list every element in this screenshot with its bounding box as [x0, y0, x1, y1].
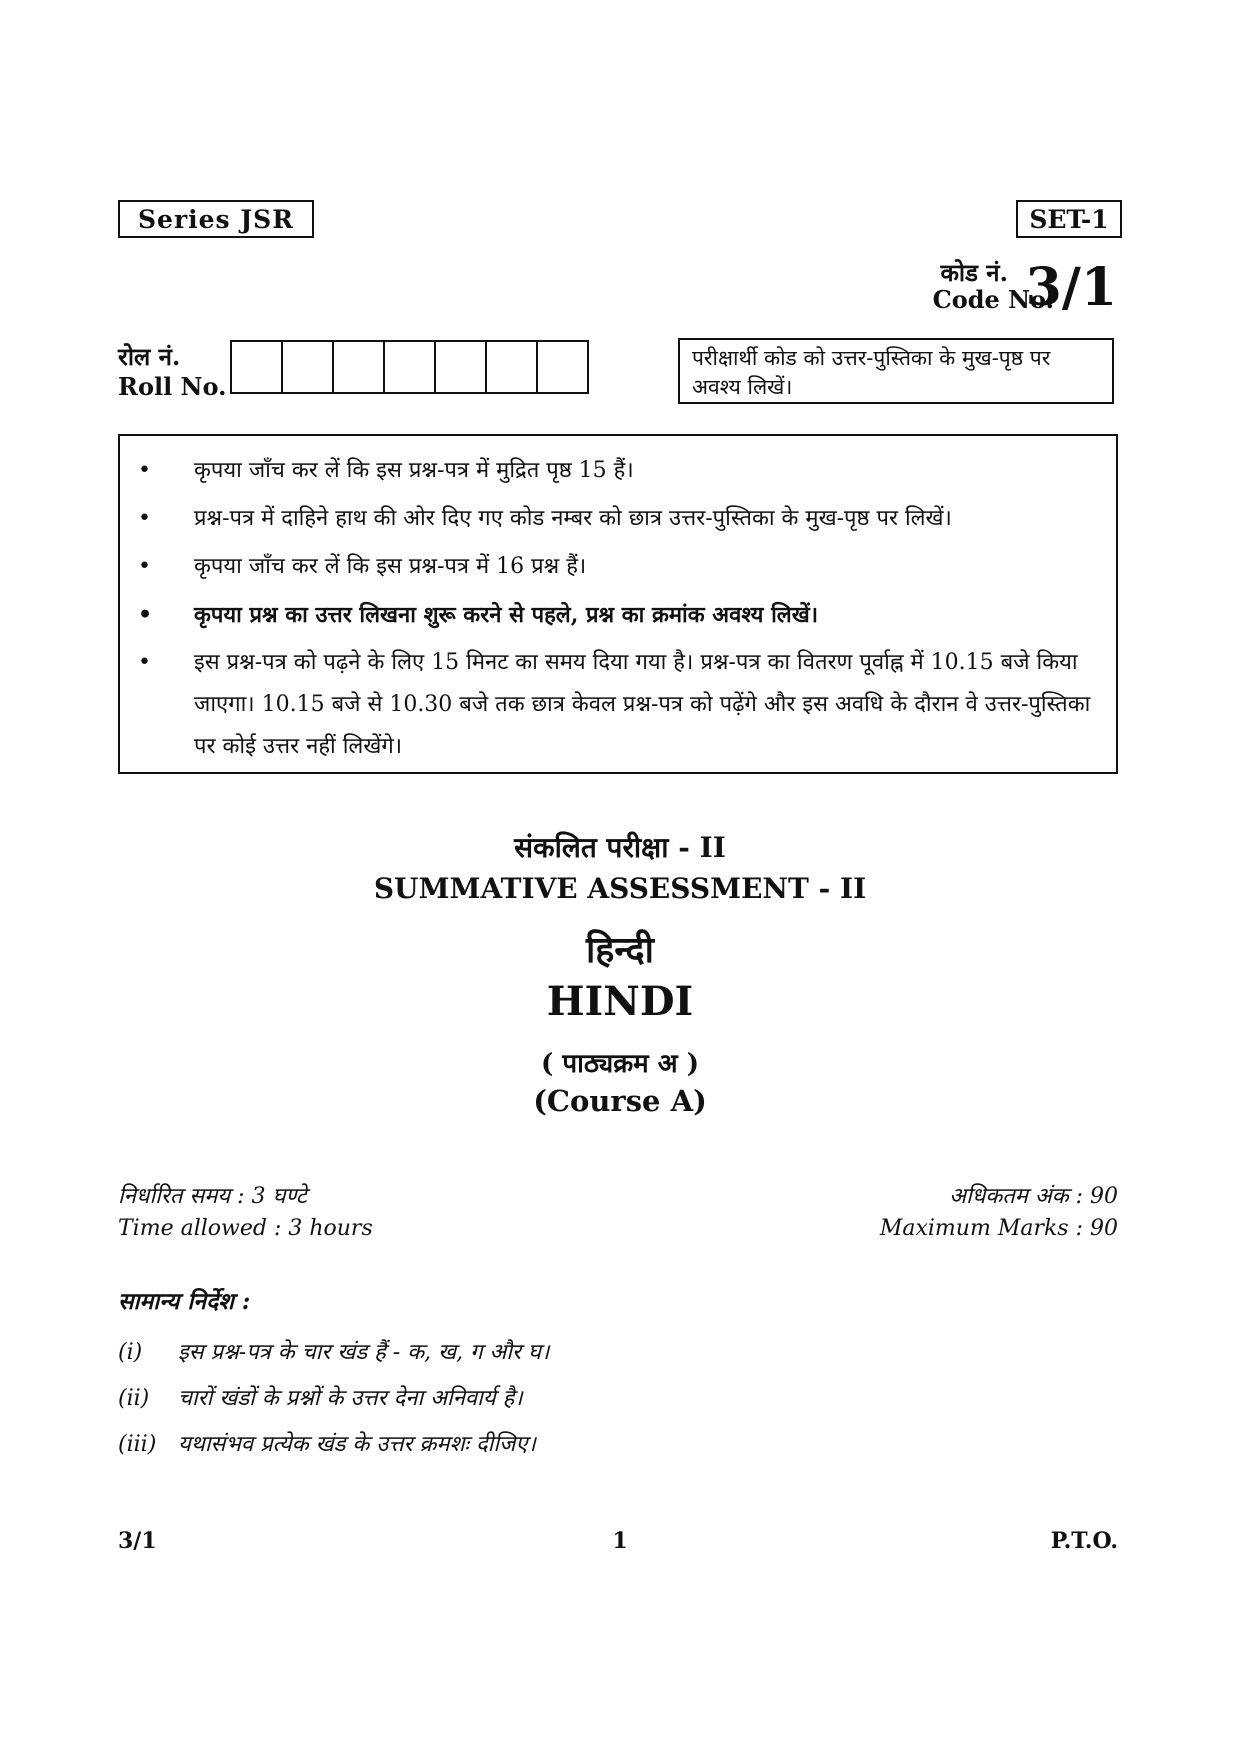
instruction-text: इस प्रश्न-पत्र को पढ़ने के लिए 15 मिनट का समय दिया गया है। प्रश्न-पत्र का वितरण पूर्वाह्न में 10.15 बजे किया जाएगा। 10.15 बजे से 10.30 बजे तक छात्र केवल प्रश्न-पत्र को पढ़ेंगे और इस अवधि के दौरान वे उत्तर-पुस्तिका पर कोई उत्तर नहीं लिखेंगे।: [194, 650, 1091, 759]
instruction-text: कृपया प्रश्न का उत्तर लिखना शुरू करने से पहले, प्रश्न का क्रमांक अवश्य लिखें।: [194, 602, 819, 628]
roll-label-hindi: रोल नं.: [118, 342, 181, 371]
subject-hindi: हिन्दी: [585, 929, 654, 971]
time-allowed-english: Time allowed : 3 hours: [118, 1216, 373, 1241]
roll-number-boxes[interactable]: [230, 340, 589, 394]
general-instruction-item: [118, 1336, 549, 1366]
code-number: 3/1: [1025, 257, 1117, 318]
max-marks-hindi: अधिकतम अंक : 90: [949, 1184, 1118, 1209]
instruction-item: [120, 450, 1106, 492]
instructions-box: [118, 434, 1118, 774]
instruction-text: कृपया जाँच कर लें कि इस प्रश्न-पत्र में मुद्रित पृष्ठ 15 हैं।: [194, 458, 634, 483]
bullet-icon: •: [138, 458, 151, 483]
roll-digit-box[interactable]: [283, 342, 334, 392]
roll-digit-box[interactable]: [487, 342, 538, 392]
general-instruction-item: [118, 1428, 536, 1458]
instruction-text: कृपया जाँच कर लें कि इस प्रश्न-पत्र में 16 प्रश्न हैं।: [194, 554, 587, 579]
item-number: (i): [118, 1340, 143, 1365]
exam-title-hindi: संकलित परीक्षा - II: [514, 831, 726, 864]
general-instructions-heading: सामान्य निर्देश :: [118, 1288, 251, 1315]
roll-digit-box[interactable]: [232, 342, 283, 392]
item-text: इस प्रश्न-पत्र के चार खंड हैं - क, ख, ग और घ।: [178, 1340, 550, 1365]
instruction-item: [120, 546, 1106, 588]
course-english: (Course A): [533, 1084, 707, 1118]
item-number: (ii): [118, 1386, 150, 1411]
candidate-note: परीक्षार्थी कोड को उत्तर-पुस्तिका के मुख-पृष्ठ पर अवश्य लिखें।: [678, 338, 1114, 404]
bullet-icon: •: [138, 506, 151, 531]
exam-title-english: SUMMATIVE ASSESSMENT - II: [373, 872, 867, 905]
set-label: SET-1: [1016, 200, 1122, 238]
roll-digit-box[interactable]: [334, 342, 385, 392]
item-number: (iii): [118, 1432, 157, 1457]
instruction-item: [120, 642, 1106, 768]
instruction-item: [120, 594, 1106, 636]
item-text: चारों खंडों के प्रश्नों के उत्तर देना अनिवार्य है।: [178, 1386, 523, 1411]
instruction-text: प्रश्न-पत्र में दाहिने हाथ की ओर दिए गए कोड नम्बर को छात्र उत्तर-पुस्तिका के मुख-पृष्ठ पर लिखें।: [194, 506, 952, 531]
pto-label: P.T.O.: [1050, 1528, 1118, 1554]
time-allowed-hindi: निर्धारित समय : 3 घण्टे: [118, 1184, 307, 1209]
code-label-english: Code No.: [932, 285, 1054, 314]
roll-digit-box[interactable]: [385, 342, 436, 392]
general-instruction-item: [118, 1382, 523, 1412]
course-hindi: ( पाठ्यक्रम अ ): [541, 1049, 699, 1079]
max-marks-english: Maximum Marks : 90: [879, 1216, 1118, 1241]
page-number: 1: [612, 1528, 628, 1554]
footer-code: 3/1: [118, 1528, 157, 1554]
series-label: Series JSR: [118, 200, 314, 238]
roll-digit-box[interactable]: [538, 342, 589, 392]
roll-label-english: Roll No.: [118, 372, 227, 401]
item-text: यथासंभव प्रत्येक खंड के उत्तर क्रमशः दीजिए।: [178, 1432, 536, 1457]
bullet-icon: •: [138, 650, 151, 675]
bullet-icon: •: [138, 602, 153, 628]
roll-digit-box[interactable]: [436, 342, 487, 392]
subject-english: HINDI: [546, 978, 694, 1025]
instruction-item: [120, 498, 1106, 540]
bullet-icon: •: [138, 554, 151, 579]
code-label-hindi: कोड नं.: [940, 258, 1008, 287]
